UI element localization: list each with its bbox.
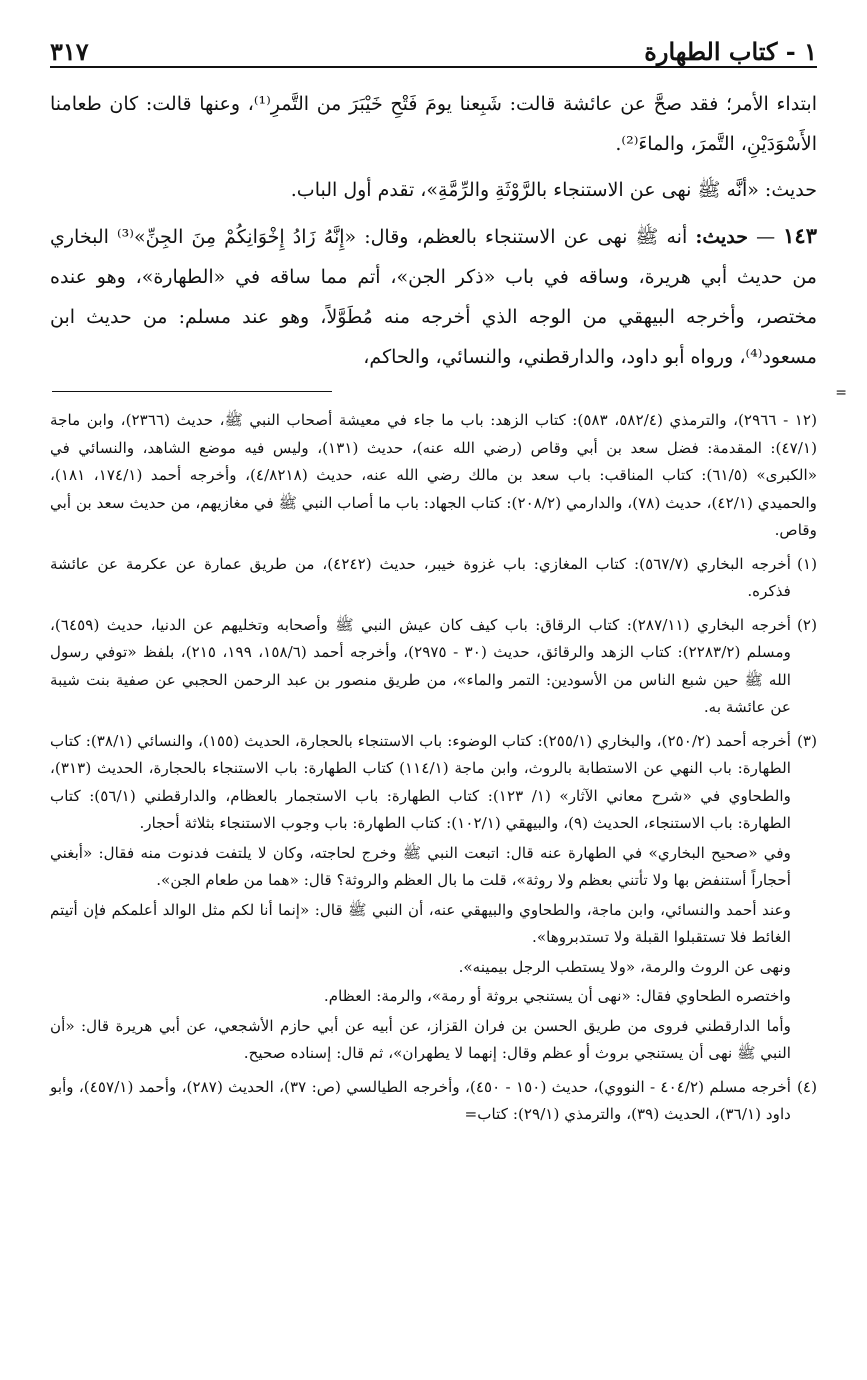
separator-line: [52, 391, 332, 392]
footnote-number: (٣): [796, 731, 817, 750]
footnotes: [50, 407, 817, 1129]
footnote-text: وعند أحمد والنسائي، وابن ماجة، والطحاوي والبيهقي عنه، أن النبي ﷺ قال: «إنما أنا لكم مثل الوالد أعلمكم فإن أتيتم الغائط فلا تستقبلوا القبلة ولا تستدبروها».: [50, 900, 791, 946]
continuation-mark: =: [835, 385, 847, 401]
footnote-text: أخرجه البخاري (٢٨٧/١١): كتاب الرقاق: باب كيف كان عيش النبي ﷺ وأصحابه وتخليهم عن الدنيا، حديث (٦٤٥٩)، ومسلم (٢٢٨٣/٢): كتاب الزهد والرقائق، حديث (٣٠ - ٢٩٧٥)، وأخرجه أحمد (١٥٨/٦، ١٩٩، ٢١٥)، بلفظ «توفي رسول الله ﷺ حين شبع الناس من الأسودين: التمر والماء»، من طريق منصور بن عبد الرحمن الحجبي عن صفية بنت شيبة عن عائشة به.: [50, 615, 791, 716]
page-number: ٣١٧: [50, 37, 89, 66]
hadith-text: أنه ﷺ نهى عن الاستنجاء بالعظم، وقال: «إِنَّهُ زَادُ إِخْوَانِكُمْ مِنَ الجِنِّ»⁽³⁾ البخاري من حديث أبي هريرة، وساقه في باب «ذكر الجن»، أتم مما ساقه في «الطهارة»، وهو عنده مختصر، وأخرجه البيهقي من الوجه الذي أخرجه منه مُطَوَّلاً، وهو عند مسلم: من حديث ابن مسعود⁽⁴⁾، ورواه أبو داود، والدارقطني، والنسائي، والحاكم،: [50, 226, 817, 368]
footnote-3: [50, 728, 817, 1068]
running-header: [50, 26, 817, 68]
main-paragraph-1: ابتداء الأمر؛ فقد صحَّ عن عائشة قالت: شَبِعنا يومَ فَتْحِ خَيْبَرَ من التَّمرِ⁽¹⁾، وعنها قالت: كان طعامنا الأَسْوَدَيْنِ، التَّمرَ، والماءَ⁽²⁾.: [50, 93, 817, 155]
hadith-entry: ١٤٣ — حديث: أنه ﷺ نهى عن الاستنجاء بالعظم، وقال: «إِنَّهُ زَادُ إِخْوَانِكُمْ مِنَ الجِنِّ»⁽³⁾ البخاري من حديث أبي هريرة، وساقه في باب «ذكر الجن»، أتم مما ساقه في «الطهارة»، وهو عنده مختصر، وأخرجه البيهقي من الوجه الذي أخرجه منه مُطَوَّلاً، وهو عند مسلم: من حديث ابن مسعود⁽⁴⁾، ورواه أبو داود، والدارقطني، والنسائي، والحاكم،: [50, 223, 817, 368]
hadith-label: حديث:: [695, 226, 748, 248]
hadith-number: ١٤٣: [783, 223, 817, 248]
main-text: [50, 84, 817, 377]
footnote-continued: (١٢ - ٢٩٦٦)، والترمذي (٥٨٢/٤، ٥٨٣): كتاب الزهد: باب ما جاء في معيشة أصحاب النبي ﷺ، حديث (٢٣٦٦)، وابن ماجة (٤٧/١): المقدمة: فضل سعد بن أبي وقاص (رضي الله عنه)، حديث (١٣١)، وليس فيه موضع الشاهد، والنسائي في «الكبرى» (٦١/٥): كتاب المناقب: باب سعد بن مالك رضي الله عنه، حديث (٤/٨٢١٨)، وأخرجه أحمد (١٧٤/١، ١٨١)، والحميدي (٤٢/١)، حديث (٧٨)، والدارمي (٢٠٨/٢): كتاب الجهاد: باب ما أصاب النبي ﷺ في مغازيهم، من حديث سعد بن أبي وقاص.: [50, 411, 818, 539]
footnote-text: واختصره الطحاوي فقال: «نهى أن يستنجي بروثة أو رمة»، والرمة: العظام.: [323, 987, 791, 1005]
footnote-text: أخرجه مسلم (٤٠٤/٢ - النووي)، حديث (١٥٠ - ٤٥٠)، وأخرجه الطيالسي (ص: ٣٧)، الحديث (٢٨٧)، وأحمد (٤٥٧/١)، وأبو داود (٣٦/١)، الحديث (٣٩)، والترمذي (٢٩/١): كتاب=: [50, 1077, 791, 1123]
footnote-text: وأما الدارقطني فروى من طريق الحسن بن فران القزاز، عن أبيه عن أبي حازم الأشجعي، عن أبي هريرة قال: «أن النبي ﷺ نهى أن يستنجي بروث أو عظم وقال: إنهما لا يطهران»، ثم قال: إسناده صحيح.: [50, 1016, 791, 1062]
footnote-number: (٢): [796, 615, 817, 634]
footnote-number: (٤): [796, 1077, 817, 1096]
footnote-text: وفي «صحيح البخاري» في الطهارة عنه قال: اتبعت النبي ﷺ وخرج لحاجته، وكان لا يلتفت فدنوت منه فقال: «أبغني أحجاراً أستنفض بها ولا تأتني بعظم ولا روثة»، قلت ما بال العظم والروثة؟ قال: «هما من طعام الجن».: [50, 843, 791, 889]
chapter-title: ١ - كتاب الطهارة: [644, 37, 817, 66]
footnote-text: ونهى عن الروث والرمة، «ولا يستطب الرجل بيمينه».: [458, 957, 791, 976]
footnote-text: أخرجه أحمد (٢٥٠/٢)، والبخاري (٢٥٥/١): كتاب الوضوء: باب الاستنجاء بالحجارة، الحديث (١٥٥)، والنسائي (٣٨/١): كتاب الطهارة: باب النهي عن الاستطابة بالروث، وابن ماجة (١١٤/١) كتاب الطهارة: باب الاستنجاء بالحجارة، الحديث (٣١٣)، والطحاوي في «شرح معاني الآثار» (١/ ١٢٣): كتاب الطهارة: باب الاستجمار بالعظام، والدارقطني (٥٦/١): كتاب الطهارة: باب الاستنجاء، الحديث (٩)، والبيهقي (١٠٢/١): كتاب الطهارة: باب وجوب الاستنجاء بثلاثة أحجار.: [50, 731, 791, 832]
footnote-4: [50, 1074, 817, 1129]
footnote-text: أخرجه البخاري (٥٦٧/٧): كتاب المغازي: باب غزوة خيبر، حديث (٤٢٤٢)، من طريق عمارة عن عكرمة عن عائشة فذكره.: [50, 554, 791, 600]
footnote-2: [50, 612, 817, 722]
footnote-separator: [50, 385, 847, 401]
footnote-number: (١): [796, 554, 817, 573]
main-paragraph-2: حديث: «أنَّه ﷺ نهى عن الاستنجاء بالرَّوْثَةِ والرِّمَّةِ»، تقدم أول الباب.: [290, 179, 817, 201]
footnote-1: [50, 551, 817, 606]
